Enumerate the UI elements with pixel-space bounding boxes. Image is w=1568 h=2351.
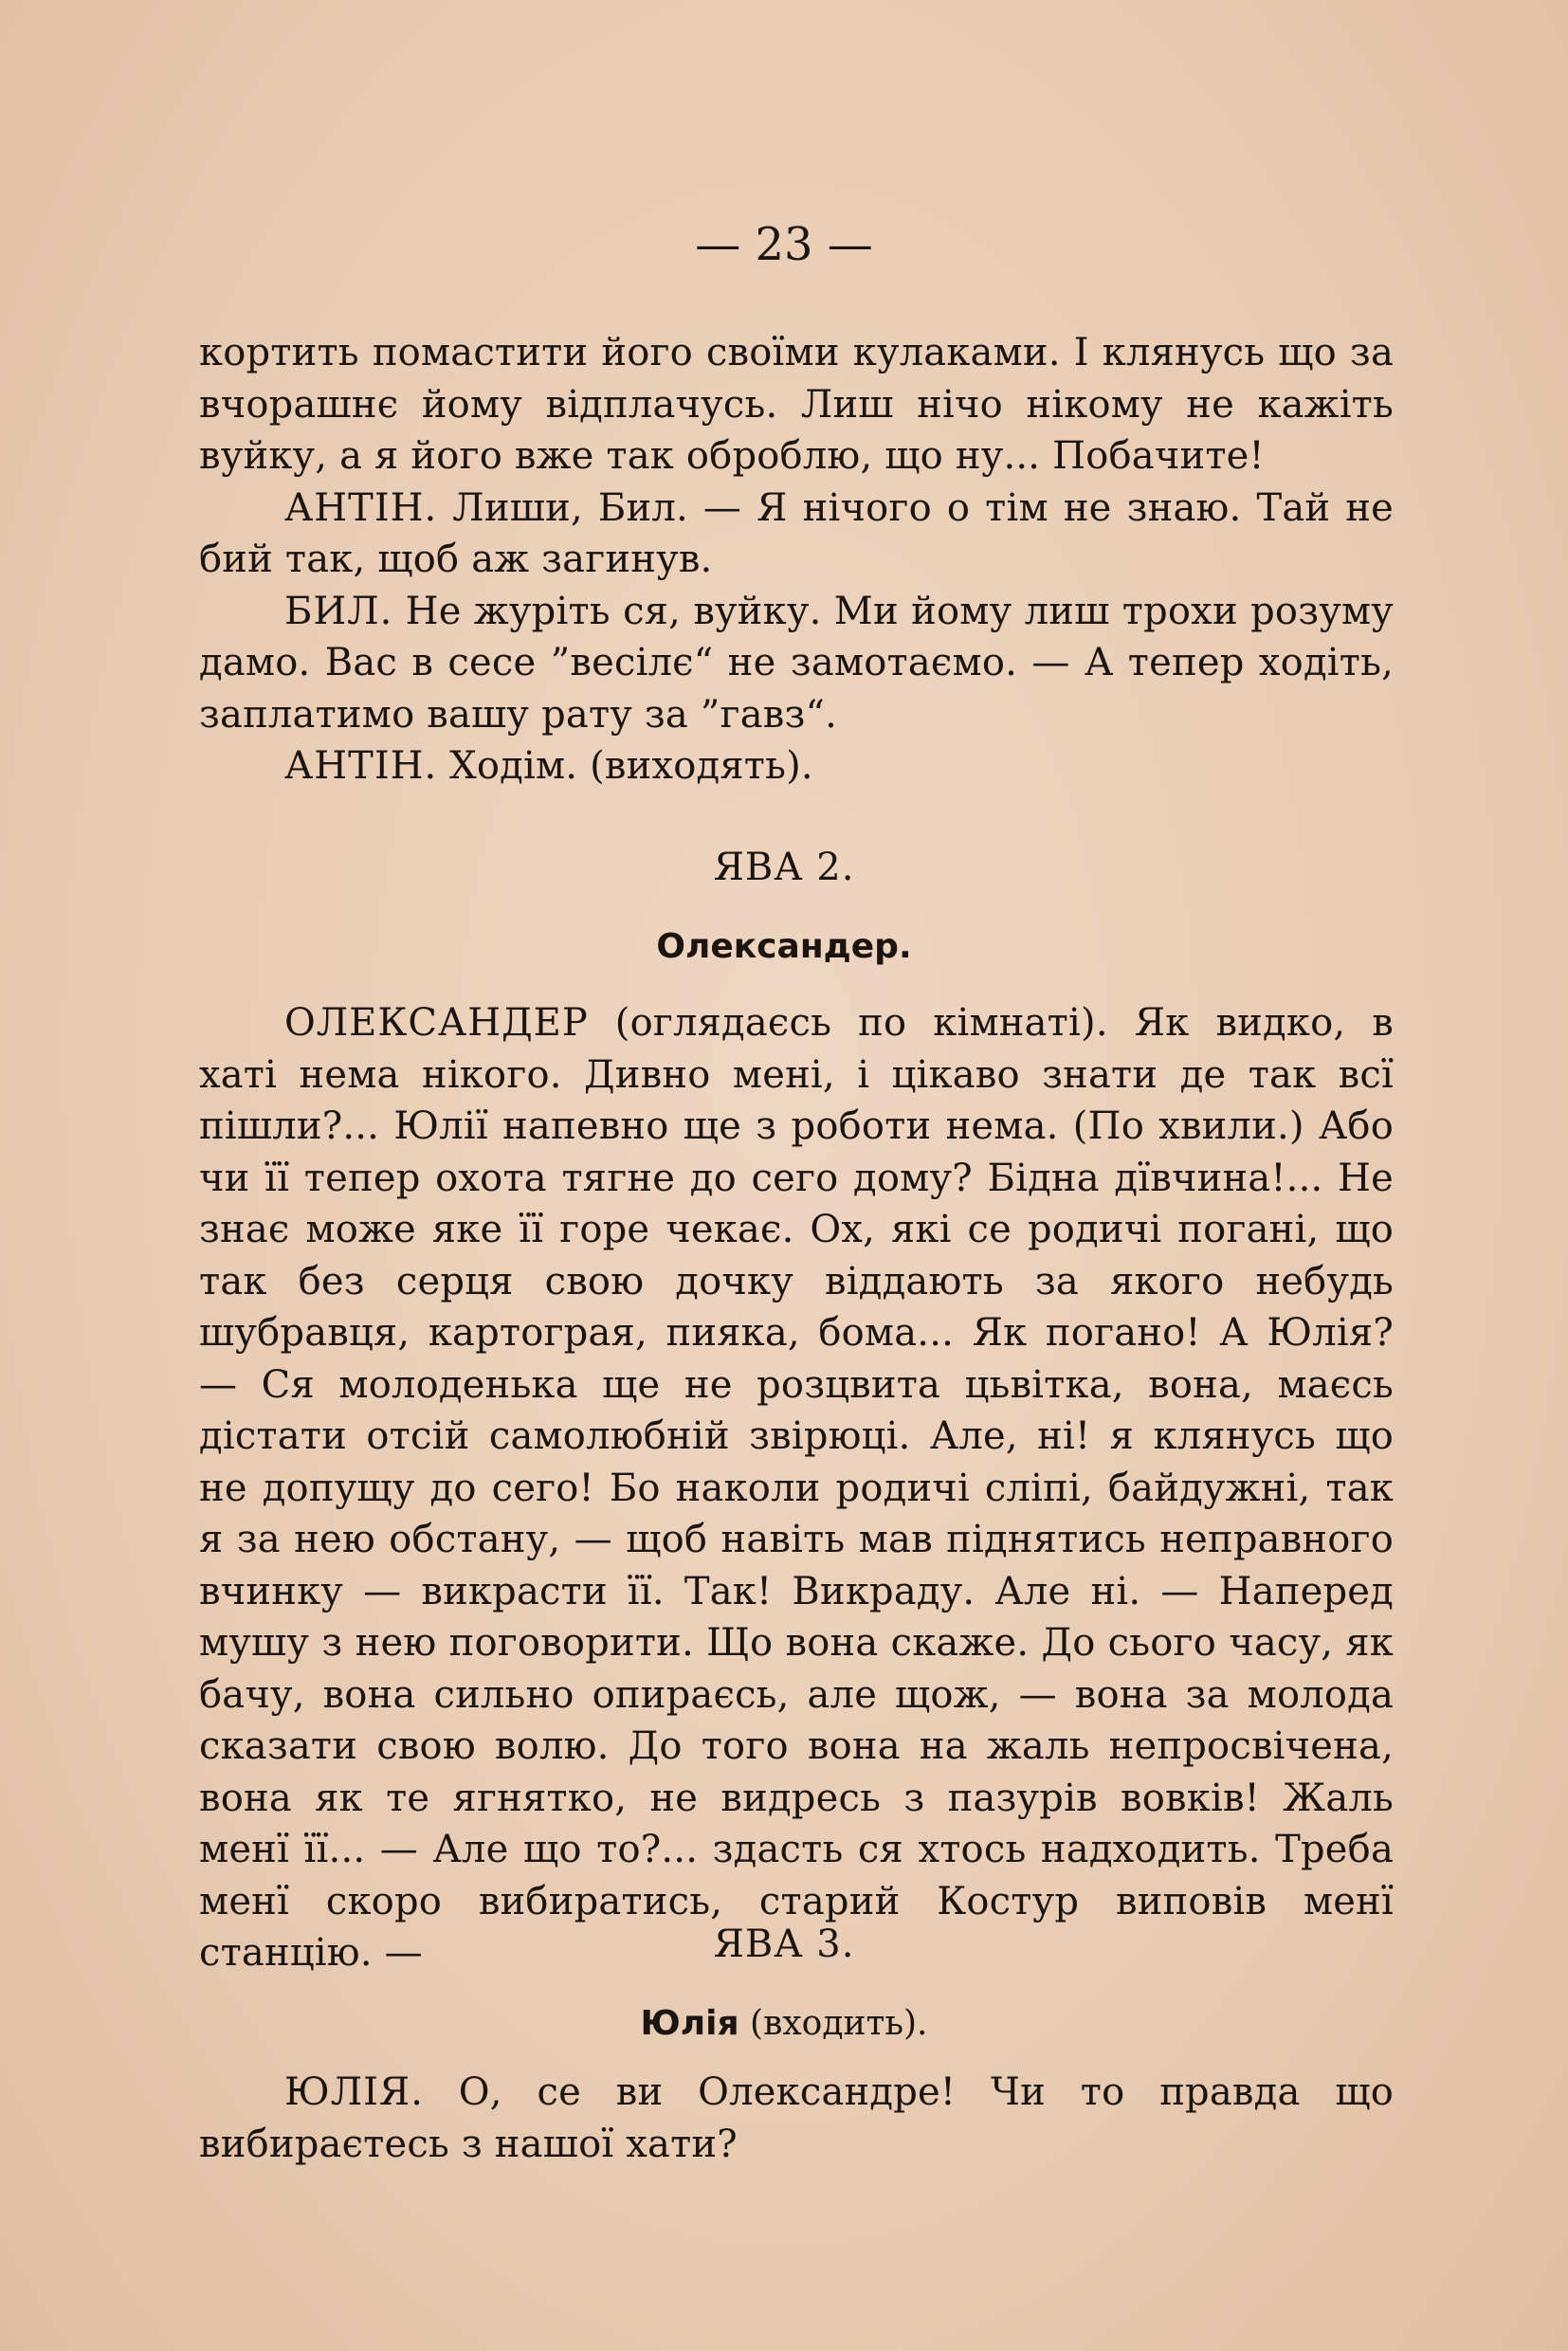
speech-text: Ходім. (виходять). bbox=[437, 744, 813, 788]
speech-text: Лиши, Бил. — Я нічого о тім не знаю. Тай не бий так, щоб аж загинув. bbox=[199, 485, 1394, 581]
paragraph-byl bbox=[199, 586, 1394, 741]
speaker-name: ОЛЕКСАНДЕР bbox=[284, 1001, 589, 1045]
block-2 bbox=[199, 997, 1394, 1979]
block-1 bbox=[199, 327, 1394, 793]
speech-text: Не журіть ся, вуйку. Ми йому лиш трохи розуму дамо. Вас в сесе ”весілє“ не замотаємо. — А тепер ходіть, заплатимо вашу рату за ”гавз“. bbox=[199, 589, 1394, 737]
page-number: — 23 — bbox=[695, 218, 873, 271]
speaker-name: БИЛ. bbox=[284, 589, 393, 633]
scene-3-name: Юлія bbox=[640, 2004, 739, 2043]
scene-2-character: Олександер. bbox=[656, 927, 912, 966]
scene-3-heading: ЯВА 3. bbox=[713, 1923, 855, 1966]
paragraph-antin-2 bbox=[199, 740, 1394, 793]
block-3 bbox=[199, 2067, 1394, 2170]
scene-2-heading: ЯВА 2. bbox=[713, 846, 855, 889]
speech-text: О, се ви Олександре! Чи то правда що вибираєтесь з нашої хати? bbox=[199, 2070, 1394, 2166]
scene-3-direction: (входить). bbox=[738, 2004, 928, 2043]
speaker-name: ЮЛІЯ. bbox=[284, 2070, 424, 2114]
paragraph-continuation: кортить помастити його своїми кулаками. І клянусь що за вчорашнє йому відплачусь. Лиш нічо нікому не кажіть вуйку, а я його вже так оброблю, що ну... Побачите! bbox=[199, 331, 1394, 478]
paragraph-yulia bbox=[199, 2067, 1394, 2170]
speaker-name: АНТІН. bbox=[284, 485, 438, 530]
scene-3-character bbox=[0, 2004, 1568, 2043]
paragraph-antin-1 bbox=[199, 483, 1394, 586]
speaker-name: АНТІН. bbox=[284, 744, 438, 788]
speech-text: (оглядаєсь по кімнаті). Як видко, в хаті нема нікого. Дивно мені, і цікаво знати де так всї пішли?... Юлії напевно ще з роботи нема. (По хвили.) Або чи її тепер охота тягне до сего дому? Бідна дївчина!... Не знає може яке її горе чекає. Ох, які се родичі погані, що так без серця свою дочку віддають за якого небудь шубравця, картограя, пияка, бома... Як погано! А Юлія? — Ся молоденька ще не розцвита цьвітка, вона, маєсь дістати отсій самолюбній звірюці. Але, ні! я клянусь що не допущу до сего! Бо наколи родичі сліпі, байдужні, так я за нею обстану, — щоб навіть мав піднятись неправного вчинку — викрасти її. Так! Викраду. Але ні. — Наперед мушу з нею поговорити. Що вона скаже. До сього часу, як бачу, вона сильно опираєсь, але щож, — вона за молода сказати свою волю. До того вона на жаль непросвічена, вона як те ягнятко, не видресь з пазурів вовків! Жаль менї її... — Але що то?... здасть ся хтось надходить. Треба менї скоро вибиратись, старий Костур виповів менї станцію. — bbox=[199, 1001, 1394, 1975]
paragraph-oleksander bbox=[199, 997, 1394, 1979]
